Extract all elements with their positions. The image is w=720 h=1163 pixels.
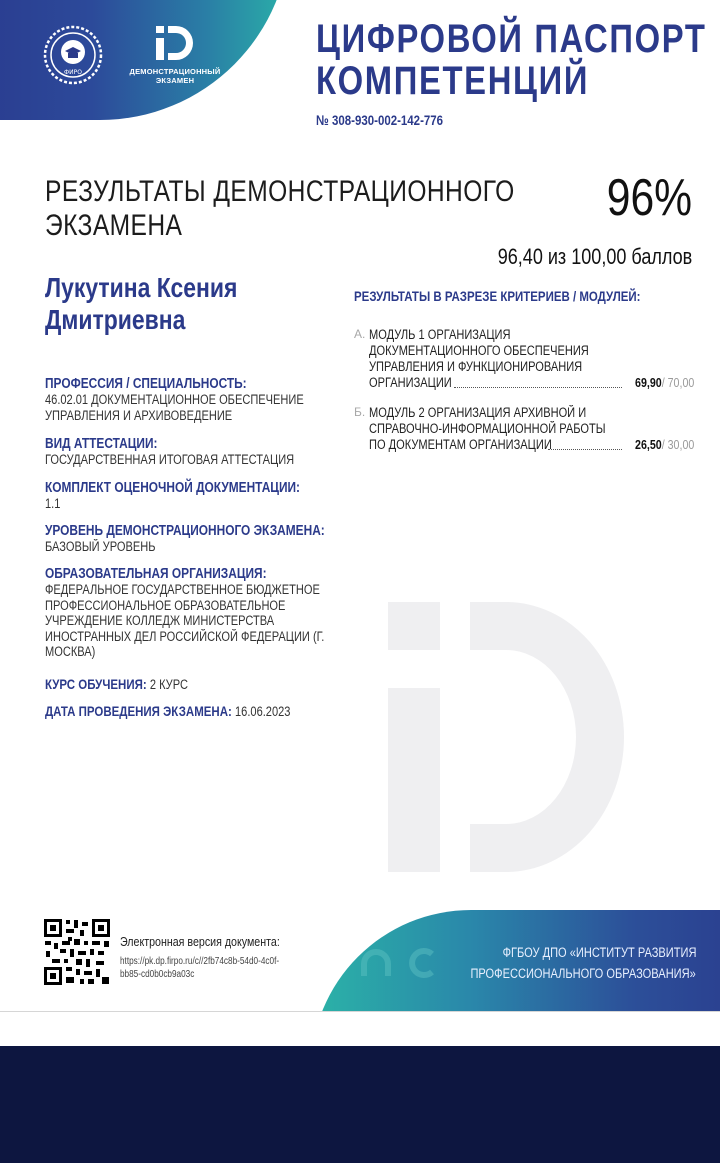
module-letter: Б.: [354, 405, 366, 419]
logo-caption-line: ДЕМОНСТРАЦИОННЫЙ: [129, 67, 221, 76]
logo-caption-line: ЭКЗАМЕН: [155, 76, 195, 85]
title-line: КОМПЕТЕНЦИЙ: [316, 59, 590, 103]
results-heading: РЕЗУЛЬТАТЫ ДЕМОНСТРАЦИОННОГО ЭКЗАМЕНА: [45, 175, 515, 242]
module-letter: А.: [354, 327, 366, 341]
demo-exam-d-logo-icon: [152, 22, 196, 64]
d-watermark-icon: [388, 602, 624, 872]
logo-caption: [120, 67, 230, 85]
electronic-version-link[interactable]: https://pk.dp.firpo.ru/c//2fb74c8b-54d0-4c0f- bb85-cd0b0cb9a03c: [120, 956, 280, 980]
person-name: Лукутина Ксения Дмитриевна: [45, 272, 238, 335]
module-score: 26,50/ 30,00: [634, 437, 694, 452]
dotted-leader: [548, 449, 622, 450]
result-percent: 96%: [606, 169, 692, 227]
footer-organization: ФГБОУ ДПО «ИНСТИТУТ РАЗВИТИЯ ПРОФЕССИОНАЛЬНОГО ОБРАЗОВАНИЯ»: [470, 945, 696, 981]
criteria-heading: РЕЗУЛЬТАТЫ В РАЗРЕЗЕ КРИТЕРИЕВ / МОДУЛЕЙ:: [354, 288, 641, 304]
title-line: ЦИФРОВОЙ ПАСПОРТ: [316, 17, 707, 61]
dotted-leader: [454, 387, 622, 388]
attestation-block: ВИД АТТЕСТАЦИИ: ГОСУДАРСТВЕННАЯ ИТОГОВАЯ АТТЕСТАЦИЯ: [45, 436, 295, 467]
electronic-version-label: Электронная версия документа:: [120, 934, 280, 949]
module-score: 69,90/ 70,00: [634, 375, 694, 390]
module-title-last-line: ОРГАНИЗАЦИИ: [369, 375, 452, 390]
exam-date-row: ДАТА ПРОВЕДЕНИЯ ЭКЗАМЕНА: 16.06.2023: [45, 703, 291, 719]
module-title: МОДУЛЬ 2 ОРГАНИЗАЦИЯ АРХИВНОЙ И СПРАВОЧНО-ИНФОРМАЦИОННОЙ РАБОТЫ: [369, 405, 606, 436]
svg-text:ФИРО: ФИРО: [64, 69, 82, 76]
organization-block: ОБРАЗОВАТЕЛЬНАЯ ОРГАНИЗАЦИЯ: ФЕДЕРАЛЬНОЕ ГОСУДАРСТВЕННОЕ БЮДЖЕТНОЕ ПРОФЕССИОНАЛЬНОЕ ОБРАЗОВАТЕЛЬНОЕ УЧРЕЖДЕНИЕ КОЛЛЕДЖ МИНИСТЕРСТВА ИНОСТРАННЫХ ДЕЛ РОССИЙСКОЙ ФЕДЕРАЦИИ (Г. МОСКВА): [45, 566, 325, 659]
level-block: УРОВЕНЬ ДЕМОНСТРАЦИОННОГО ЭКЗАМЕНА: БАЗОВЫЙ УРОВЕНЬ: [45, 523, 325, 554]
kit-block: КОМПЛЕКТ ОЦЕНОЧНОЙ ДОКУМЕНТАЦИИ: 1.1: [45, 480, 301, 511]
bottom-dark-area: [0, 1046, 720, 1163]
module-item: [354, 405, 694, 460]
course-row: КУРС ОБУЧЕНИЯ: 2 КУРС: [45, 676, 188, 692]
profession-block: ПРОФЕССИЯ / СПЕЦИАЛЬНОСТЬ: 46.02.01 ДОКУМЕНТАЦИОННОЕ ОБЕСПЕЧЕНИЕ УПРАВЛЕНИЯ И АРХИВОВЕДЕНИЕ: [45, 376, 304, 423]
passport-number: № 308-930-002-142-776: [316, 112, 444, 128]
module-item: [354, 327, 694, 397]
qr-code-icon[interactable]: [42, 917, 112, 987]
firpo-seal-icon: [42, 24, 104, 86]
module-title-last-line: ПО ДОКУМЕНТАМ ОРГАНИЗАЦИИ: [369, 437, 552, 452]
result-score: 96,40 из 100,00 баллов: [497, 244, 692, 269]
module-title: МОДУЛЬ 1 ОРГАНИЗАЦИЯ ДОКУМЕНТАЦИОННОГО ОБЕСПЕЧЕНИЯ УПРАВЛЕНИЯ И ФУНКЦИОНИРОВАНИЯ: [369, 327, 589, 374]
document-title: [316, 18, 720, 102]
